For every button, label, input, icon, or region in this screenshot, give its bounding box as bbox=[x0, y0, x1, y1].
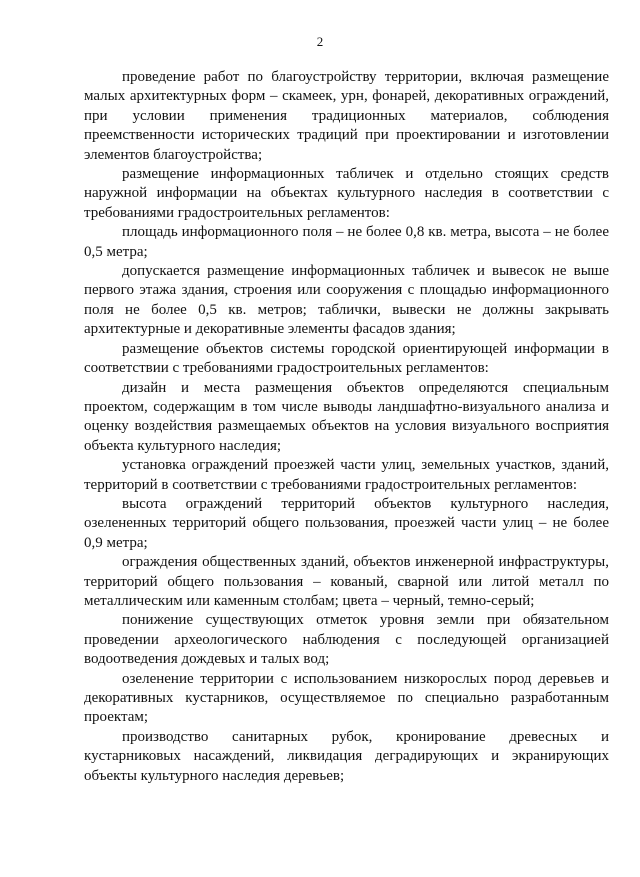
paragraph-signs-placement: допускается размещение информационных табличек и вывесок не выше первого этажа здания, строения или сооружения с площадью информационного поля не более 0,5 кв. метров; таблички, вывески не должны закрывать архитектурные и декоративные элементы фасадов здания; bbox=[84, 263, 609, 338]
paragraph-fence-height: высота ограждений территорий объектов культурного наследия, озелененных территорий общего пользования, проезжей части улиц – не более 0,9 метра; bbox=[84, 495, 609, 551]
paragraph-design-project: дизайн и места размещения объектов определяются специальным проектом, содержащим в том числе выводы ландшафтно-визуального анализа и оценку воздействия размещаемых объектов на условия визуального восприятия объекта культурного наследия; bbox=[84, 379, 609, 454]
page-number: 2 bbox=[316, 34, 324, 49]
paragraph-orientation-system: размещение объектов системы городской ориентирующей информации в соответствии с требованиями градостроительных регламентов: bbox=[84, 340, 609, 377]
paragraph-information-signs: размещение информационных табличек и отдельно стоящих средств наружной информации на объектах культурного наследия в соответствии с требованиями градостроительных регламентов: bbox=[84, 166, 609, 221]
paragraph-info-field-area: площадь информационного поля – не более 0,8 кв. метра, высота – не более 0,5 метра; bbox=[84, 224, 609, 260]
paragraph-fence-materials: ограждения общественных зданий, объектов инженерной инфраструктуры, территорий общего пользования – кованый, сварной или литой металл по металлическим или каменным столбам; цвета – черный, темно-серый; bbox=[84, 554, 609, 609]
paragraph-ground-level: понижение существующих отметок уровня земли при обязательном проведении археологического наблюдения с последующей организацией водоотведения дождевых и талых вод; bbox=[84, 612, 609, 668]
paragraph-greening: озеленение территории с использованием низкорослых пород деревьев и декоративных кустарников, осуществляемое по специально разработанным проектам; bbox=[84, 670, 609, 726]
paragraph-fences-installation: установка ограждений проезжей части улиц, земельных участков, зданий, территорий в соответствии с требованиями градостроительных регламентов: bbox=[84, 457, 609, 493]
paragraph-sanitary-cutting: производство санитарных рубок, кронирование древесных и кустарниковых насаждений, ликвидация деградирующих и экранирующих объекты культурного наследия деревьев; bbox=[84, 728, 609, 784]
paragraph-landscaping: проведение работ по благоустройству территории, включая размещение малых архитектурных форм – скамеек, урн, фонарей, декоративных ограждений, при условии применения традиционных материалов, соблюдения преемственности исторических традиций при проектировании и изготовлении элементов благоустройства; bbox=[84, 69, 609, 163]
document-body bbox=[84, 68, 609, 786]
